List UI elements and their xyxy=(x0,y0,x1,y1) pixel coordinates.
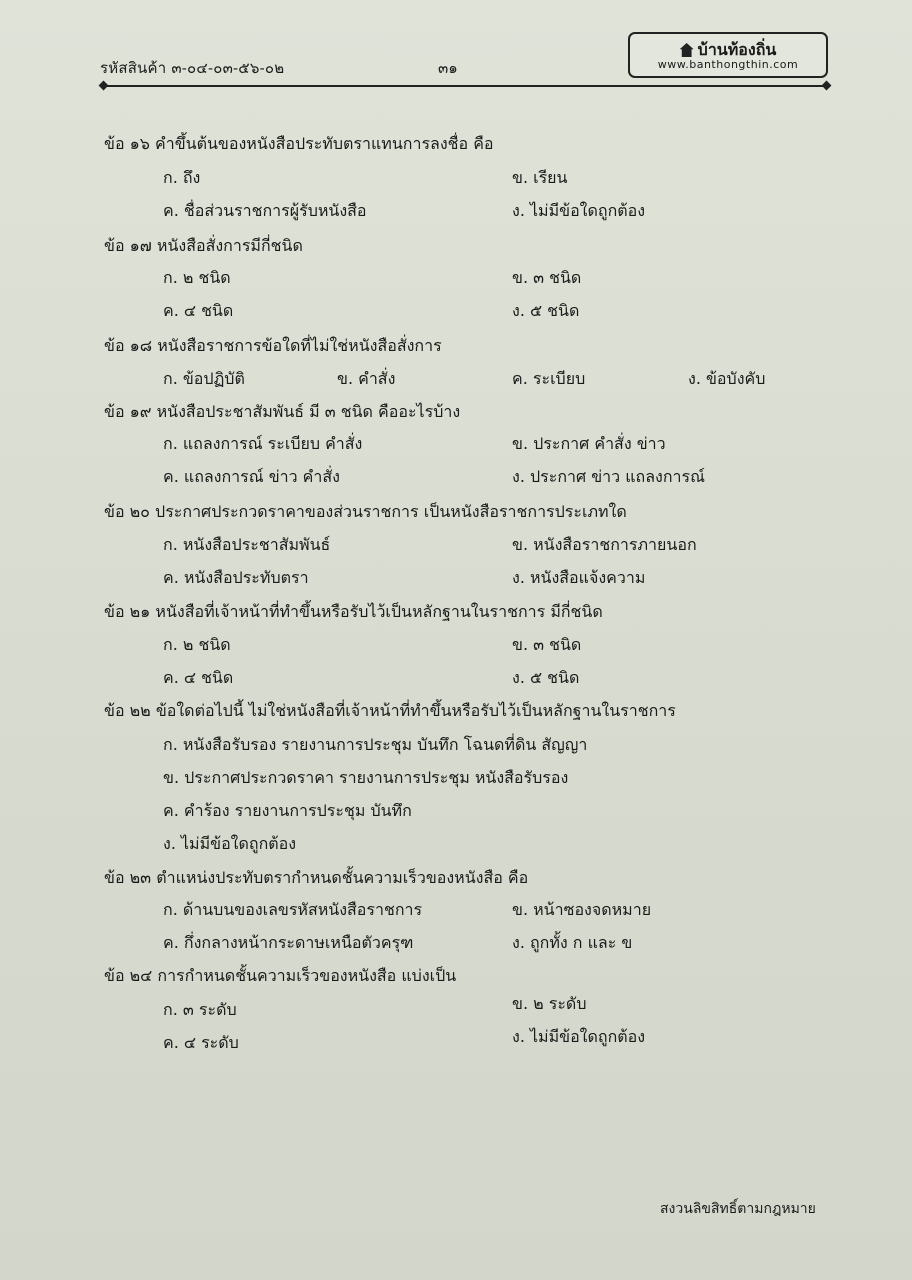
q21-option-c: ค. ๔ ชนิด xyxy=(163,668,234,687)
house-icon xyxy=(680,43,694,57)
copyright-notice: สงวนลิขสิทธิ์ตามกฎหมาย xyxy=(660,1201,816,1217)
question-16: ข้อ ๑๖ คำขึ้นต้นของหนังสือประทับตราแทนการลงชื่อ คือ xyxy=(104,134,494,153)
q16-option-d: ง. ไม่มีข้อใดถูกต้อง xyxy=(512,201,646,220)
q17-option-c: ค. ๔ ชนิด xyxy=(163,301,234,320)
q16-option-a: ก. ถึง xyxy=(163,168,201,187)
question-21: ข้อ ๒๑ หนังสือที่เจ้าหน้าที่ทำขึ้นหรือรับไว้เป็นหลักฐานในราชการ มีกี่ชนิด xyxy=(104,602,603,621)
q23-option-c: ค. กึ่งกลางหน้ากระดาษเหนือตัวครุฑ xyxy=(163,933,414,952)
q24-option-c: ค. ๔ ระดับ xyxy=(163,1033,239,1052)
q17-option-b: ข. ๓ ชนิด xyxy=(512,268,582,287)
q16-option-b: ข. เรียน xyxy=(512,168,568,187)
q19-option-a: ก. แถลงการณ์ ระเบียบ คำสั่ง xyxy=(163,434,363,453)
q22-option-c: ค. คำร้อง รายงานการประชุม บันทึก xyxy=(163,801,412,820)
header-divider xyxy=(104,85,826,87)
q21-option-a: ก. ๒ ชนิด xyxy=(163,635,231,654)
q19-option-b: ข. ประกาศ คำสั่ง ข่าว xyxy=(512,434,666,453)
question-20: ข้อ ๒๐ ประกาศประกวดราคาของส่วนราชการ เป็นหนังสือราชการประเภทใด xyxy=(104,502,627,521)
publisher-logo xyxy=(628,32,828,78)
page-number: ๓๑ xyxy=(438,59,458,77)
q22-option-d: ง. ไม่มีข้อใดถูกต้อง xyxy=(163,834,297,853)
q20-option-d: ง. หนังสือแจ้งความ xyxy=(512,568,646,587)
q20-option-c: ค. หนังสือประทับตรา xyxy=(163,568,309,587)
q19-option-d: ง. ประกาศ ข่าว แถลงการณ์ xyxy=(512,467,705,486)
q16-option-c: ค. ชื่อส่วนราชการผู้รับหนังสือ xyxy=(163,201,367,220)
question-22: ข้อ ๒๒ ข้อใดต่อไปนี้ ไม่ใช่หนังสือที่เจ้าหน้าที่ทำขึ้นหรือรับไว้เป็นหลักฐานในราชการ xyxy=(104,701,676,720)
q20-option-b: ข. หนังสือราชการภายนอก xyxy=(512,535,697,554)
product-code: รหัสสินค้า ๓-๐๔-๐๓-๕๖-๐๒ xyxy=(100,59,285,77)
q23-option-b: ข. หน้าซองจดหมาย xyxy=(512,900,652,919)
q17-option-a: ก. ๒ ชนิด xyxy=(163,268,231,287)
q17-option-d: ง. ๕ ชนิด xyxy=(512,301,580,320)
logo-url: www.banthongthin.com xyxy=(657,58,799,71)
question-23: ข้อ ๒๓ ตำแหน่งประทับตรากำหนดชั้นความเร็วของหนังสือ คือ xyxy=(104,868,529,887)
q18-option-c: ค. ระเบียบ xyxy=(512,369,586,388)
question-18: ข้อ ๑๘ หนังสือราชการข้อใดที่ไม่ใช่หนังสือสั่งการ xyxy=(104,336,442,355)
q23-option-a: ก. ด้านบนของเลขรหัสหนังสือราชการ xyxy=(163,900,423,919)
q24-option-b: ข. ๒ ระดับ xyxy=(512,994,587,1013)
q23-option-d: ง. ถูกทั้ง ก และ ข xyxy=(512,933,633,952)
q21-option-d: ง. ๕ ชนิด xyxy=(512,668,580,687)
question-19: ข้อ ๑๙ หนังสือประชาสัมพันธ์ มี ๓ ชนิด คืออะไรบ้าง xyxy=(104,402,461,421)
q22-option-a: ก. หนังสือรับรอง รายงานการประชุม บันทึก โฉนดที่ดิน สัญญา xyxy=(163,735,588,754)
q20-option-a: ก. หนังสือประชาสัมพันธ์ xyxy=(163,535,331,554)
q18-option-b: ข. คำสั่ง xyxy=(337,369,396,388)
q18-option-d: ง. ข้อบังคับ xyxy=(688,369,766,388)
question-24: ข้อ ๒๔ การกำหนดชั้นความเร็วของหนังสือ แบ่งเป็น xyxy=(104,966,457,985)
q19-option-c: ค. แถลงการณ์ ข่าว คำสั่ง xyxy=(163,467,340,486)
q22-option-b: ข. ประกาศประกวดราคา รายงานการประชุม หนังสือรับรอง xyxy=(163,768,569,787)
q21-option-b: ข. ๓ ชนิด xyxy=(512,635,582,654)
logo-title-text: บ้านท้องถิ่น xyxy=(697,40,777,59)
q24-option-a: ก. ๓ ระดับ xyxy=(163,1000,237,1019)
question-17: ข้อ ๑๗ หนังสือสั่งการมีกี่ชนิด xyxy=(104,236,303,255)
q18-option-a: ก. ข้อปฏิบัติ xyxy=(163,369,245,388)
q24-option-d: ง. ไม่มีข้อใดถูกต้อง xyxy=(512,1027,646,1046)
